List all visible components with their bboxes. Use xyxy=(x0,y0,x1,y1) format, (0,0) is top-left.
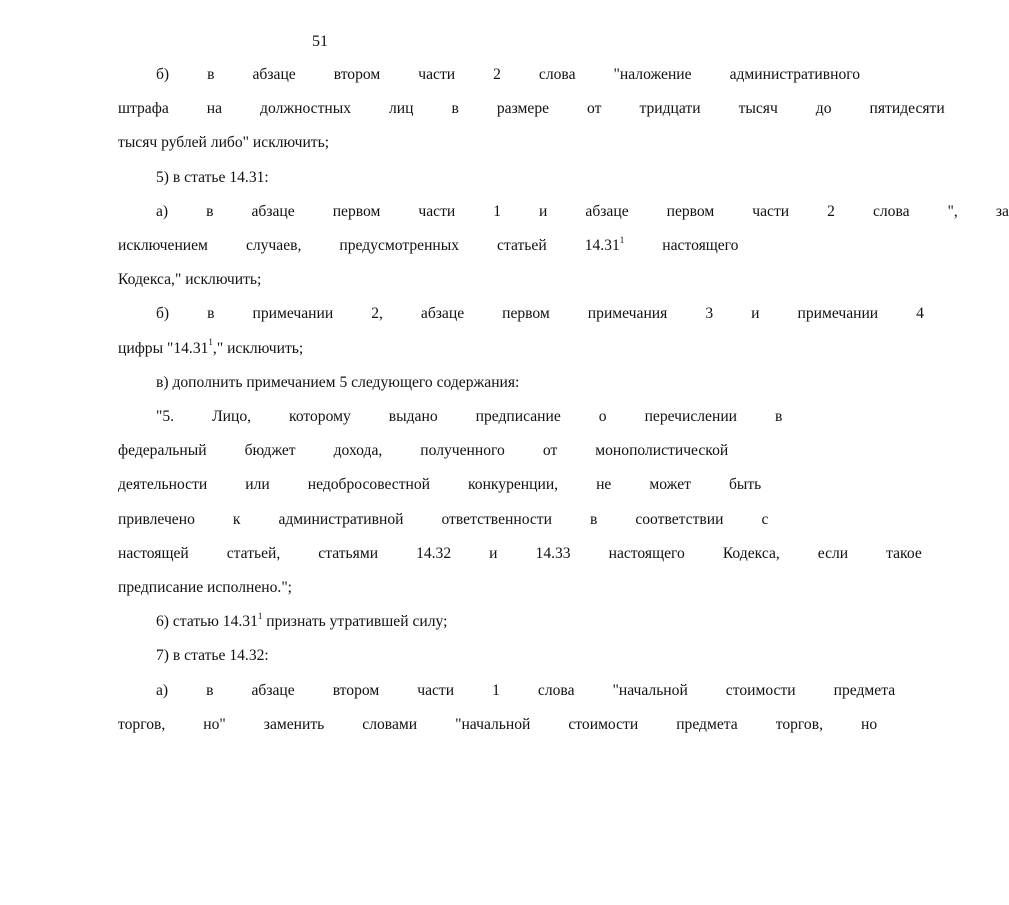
paragraph-item-6 xyxy=(80,605,562,639)
word: части xyxy=(418,202,456,220)
word: 1 xyxy=(492,681,500,699)
paragraph-line xyxy=(80,537,922,571)
paragraph-line: 7) в статье 14.32: xyxy=(156,647,269,665)
word: статьей, xyxy=(226,544,281,562)
word: которому xyxy=(289,408,351,426)
word: "5. xyxy=(156,408,175,426)
word: деятельности xyxy=(118,476,208,494)
word: быть xyxy=(728,476,762,494)
word: к xyxy=(232,510,241,528)
word: а) xyxy=(156,202,169,220)
word: первом xyxy=(502,305,550,323)
word: примечания xyxy=(587,305,668,323)
paragraph-item-5 xyxy=(80,161,562,195)
word: исключением xyxy=(118,237,208,255)
word: ответственности xyxy=(441,510,552,528)
word: и xyxy=(751,305,760,323)
word: от xyxy=(587,100,602,118)
word: федеральный xyxy=(118,442,207,460)
word: в xyxy=(775,408,783,426)
word: слова xyxy=(872,202,910,220)
word: в xyxy=(206,202,214,220)
paragraph-line xyxy=(80,195,1009,229)
word: 2 xyxy=(493,66,501,83)
paragraph-line xyxy=(80,674,896,708)
word: от xyxy=(542,442,558,460)
paragraph-line: тысяч рублей либо" исключить; xyxy=(118,134,330,152)
word: недобросовестной xyxy=(307,476,430,494)
word: 14.33 xyxy=(535,544,571,562)
word: 4 xyxy=(916,305,924,323)
word: "начальной xyxy=(612,681,688,699)
paragraph-a-abzac-pervom xyxy=(80,195,1009,298)
word: настоящего xyxy=(662,237,739,255)
word: предмета xyxy=(676,715,738,733)
article-reference xyxy=(547,229,625,263)
word: не xyxy=(596,476,612,494)
superscript: 1 xyxy=(257,611,263,622)
word: до xyxy=(815,100,832,118)
word: штрафа xyxy=(118,100,169,118)
paragraph-a-abzac-vtorom xyxy=(80,674,896,742)
superscript: 1 xyxy=(208,337,213,348)
word: втором xyxy=(332,681,380,699)
word: за xyxy=(995,202,1009,220)
word: в xyxy=(589,510,598,528)
word: привлечено xyxy=(118,510,195,528)
word: в xyxy=(207,305,215,323)
word: а) xyxy=(156,681,169,699)
word: 1 xyxy=(493,202,502,220)
word: б) xyxy=(156,305,170,323)
text-fragment: 6) статью 14.31 xyxy=(156,613,258,631)
word: "начальной xyxy=(455,715,531,733)
word: полученного xyxy=(420,442,505,460)
paragraph-b-primechanii xyxy=(80,297,924,365)
word: если xyxy=(817,544,849,562)
word: предписание xyxy=(475,408,561,426)
word: части xyxy=(752,202,790,220)
word: и xyxy=(489,544,498,562)
word: о xyxy=(598,408,607,426)
paragraph-line xyxy=(80,468,762,502)
document-body xyxy=(80,58,1009,742)
paragraph-line xyxy=(80,92,945,126)
word: словами xyxy=(362,715,418,733)
superscript: 1 xyxy=(619,234,625,245)
paragraph-line: предписание исполнено."; xyxy=(118,579,293,597)
word: абзаце xyxy=(251,202,295,220)
word: в xyxy=(206,681,214,699)
word: случаев, xyxy=(245,237,302,255)
word: и xyxy=(539,202,548,220)
word: перечислении xyxy=(644,408,738,426)
word: торгов, xyxy=(775,715,823,733)
word: настоящей xyxy=(118,544,189,562)
word: такое xyxy=(886,544,922,562)
paragraph-line xyxy=(80,605,562,639)
word: монополистической xyxy=(595,442,729,460)
word: размере xyxy=(496,100,550,118)
word: выдано xyxy=(388,408,438,426)
word: абзаце xyxy=(251,681,295,699)
article-number: 14.31 xyxy=(584,237,620,255)
word: 2, xyxy=(371,305,383,323)
word: настоящего xyxy=(608,544,685,562)
word: конкуренции, xyxy=(468,476,559,494)
paragraph-line xyxy=(80,503,769,537)
word: пятидесяти xyxy=(869,100,945,118)
paragraph-line xyxy=(80,434,729,468)
word: должностных xyxy=(260,100,352,118)
word: слова xyxy=(537,681,575,699)
word: части xyxy=(418,66,456,83)
paragraph-note-5-quote xyxy=(80,400,922,605)
word: административной xyxy=(278,510,404,528)
word: на xyxy=(206,100,223,118)
word: ", xyxy=(947,202,958,220)
paragraph-item-7 xyxy=(80,639,562,673)
word: абзаце xyxy=(420,305,465,323)
word: примечании xyxy=(252,305,334,323)
paragraph-line: 5) в статье 14.31: xyxy=(156,168,269,186)
word: Лицо, xyxy=(212,408,252,426)
page-number: 51 xyxy=(312,33,328,50)
word: соответствии xyxy=(635,510,724,528)
word: первом xyxy=(332,202,381,220)
word: слова xyxy=(538,66,576,83)
word: административного xyxy=(729,66,861,83)
word: "наложение xyxy=(613,66,692,83)
word: абзаце xyxy=(585,202,629,220)
word: лиц xyxy=(389,100,414,118)
word: 14.32 xyxy=(416,544,452,562)
paragraph-line xyxy=(80,229,739,263)
word: с xyxy=(761,510,769,528)
paragraph-line xyxy=(80,332,562,366)
word: бюджет xyxy=(244,442,296,460)
word: предусмотренных xyxy=(339,237,460,255)
paragraph-line: Кодекса," исключить; xyxy=(118,271,262,289)
word: тридцати xyxy=(639,100,701,118)
word: или xyxy=(245,476,270,494)
word: статьей xyxy=(497,237,547,255)
word: но" xyxy=(203,715,226,733)
word: части xyxy=(417,681,455,699)
text-fragment: цифры "14.31 xyxy=(118,339,209,357)
text-fragment: признать утратившей силу; xyxy=(262,613,448,631)
paragraph-line xyxy=(80,58,861,92)
word: предмета xyxy=(833,681,896,699)
word: торгов, xyxy=(118,715,166,733)
word: абзаце xyxy=(252,66,296,83)
word: статьями xyxy=(318,544,379,562)
word: 2 xyxy=(827,202,835,220)
word: Кодекса, xyxy=(722,544,780,562)
paragraph-b-abzac-vtorom xyxy=(80,58,945,161)
word: тысяч xyxy=(738,100,778,118)
paragraph-line xyxy=(80,400,783,434)
word: примечании xyxy=(797,305,879,323)
word: в xyxy=(207,66,215,83)
word: но xyxy=(861,715,878,733)
word: первом xyxy=(666,202,715,220)
paragraph-line xyxy=(80,297,924,331)
paragraph-line: в) дополнить примечанием 5 следующего содержания: xyxy=(156,373,520,391)
word: заменить xyxy=(263,715,325,733)
word: дохода, xyxy=(333,442,383,460)
word: стоимости xyxy=(725,681,796,699)
paragraph-line xyxy=(80,708,878,742)
text-fragment: ," исключить; xyxy=(212,339,304,357)
word: в xyxy=(451,100,459,118)
paragraph-v-dopolnit xyxy=(80,366,562,400)
word: втором xyxy=(333,66,381,83)
word: может xyxy=(649,476,691,494)
word: стоимости xyxy=(568,715,639,733)
word: 3 xyxy=(705,305,714,323)
word: б) xyxy=(156,66,170,83)
